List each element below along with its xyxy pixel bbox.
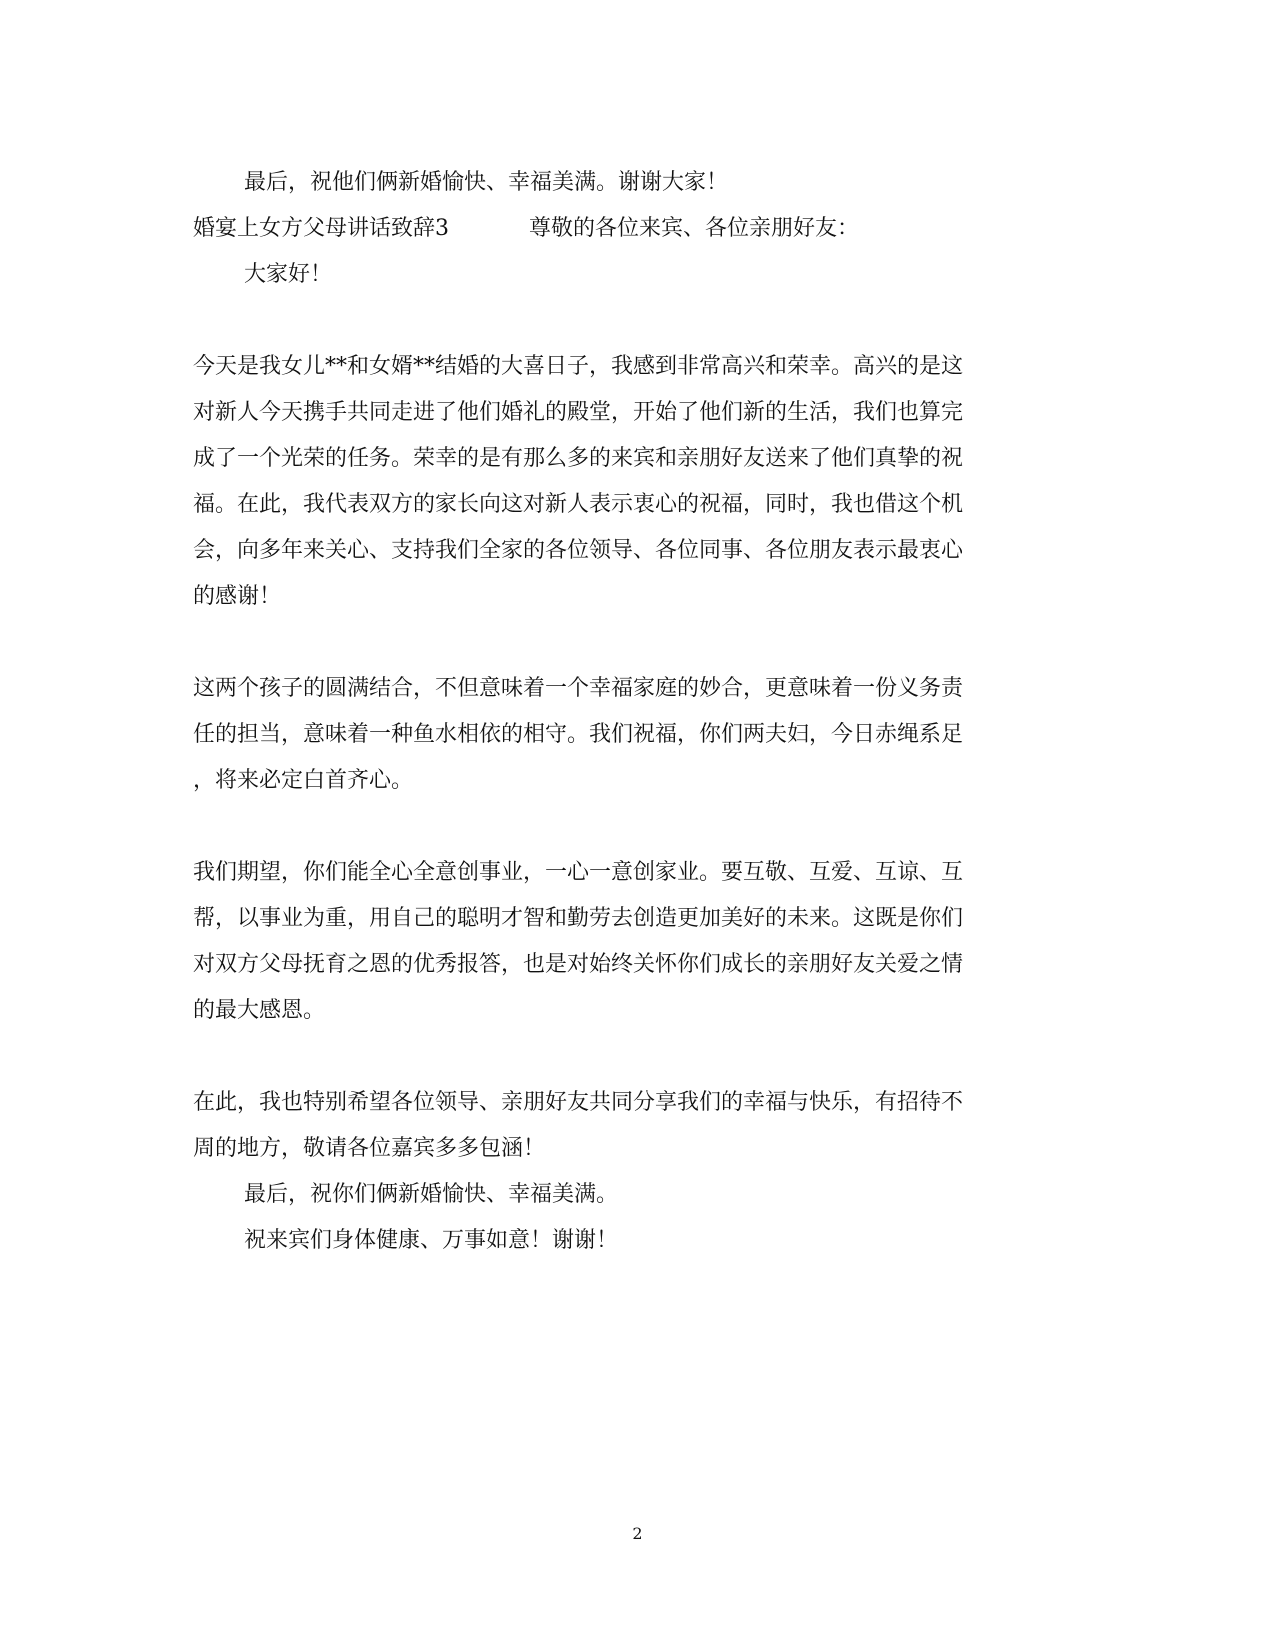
paragraph-3-line-1: 我们期望，你们能全心全意创事业，一心一意创家业。要互敬、互爱、互谅、互 [193, 860, 964, 885]
page-number: 2 [632, 1524, 643, 1543]
paragraph-2-line-2: 任的担当，意味着一种鱼水相依的相守。我们祝福，你们两夫妇，今日赤绳系足 [193, 722, 964, 747]
paragraph-3-line-4: 的最大感恩。 [193, 998, 326, 1023]
closing-line-previous: 最后，祝他们俩新婚愉快、幸福美满。谢谢大家！ [244, 170, 729, 195]
salutation: 尊敬的各位来宾、各位亲朋好友： [529, 216, 860, 241]
paragraph-3-line-2: 帮，以事业为重，用自己的聪明才智和勤劳去创造更加美好的未来。这既是你们 [193, 906, 964, 931]
paragraph-1-line-2: 对新人今天携手共同走进了他们婚礼的殿堂，开始了他们新的生活，我们也算完 [193, 400, 964, 425]
paragraph-2-line-1: 这两个孩子的圆满结合，不但意味着一个幸福家庭的妙合，更意味着一份义务责 [193, 676, 964, 701]
paragraph-1-line-1: 今天是我女儿**和女婿**结婚的大喜日子，我感到非常高兴和荣幸。高兴的是这 [193, 354, 964, 379]
closing-line-1: 最后，祝你们俩新婚愉快、幸福美满。 [244, 1182, 619, 1207]
paragraph-2-line-3: ，将来必定白首齐心。 [193, 768, 414, 793]
paragraph-1-line-3: 成了一个光荣的任务。荣幸的是有那么多的来宾和亲朋好友送来了他们真挚的祝 [193, 446, 964, 471]
paragraph-3-line-3: 对双方父母抚育之恩的优秀报答，也是对始终关怀你们成长的亲朋好友关爱之情 [193, 952, 964, 977]
paragraph-4-line-1: 在此，我也特别希望各位领导、亲朋好友共同分享我们的幸福与快乐，有招待不 [193, 1090, 964, 1115]
section-title: 婚宴上女方父母讲话致辞3 [193, 216, 449, 241]
closing-line-2: 祝来宾们身体健康、万事如意！谢谢！ [244, 1228, 619, 1253]
paragraph-4-line-2: 周的地方，敬请各位嘉宾多多包涵！ [193, 1136, 546, 1161]
greeting: 大家好！ [244, 262, 333, 287]
paragraph-1-line-6: 的感谢！ [193, 584, 282, 609]
paragraph-1-line-5: 会，向多年来关心、支持我们全家的各位领导、各位同事、各位朋友表示最衷心 [193, 538, 964, 563]
paragraph-1-line-4: 福。在此，我代表双方的家长向这对新人表示衷心的祝福，同时，我也借这个机 [193, 492, 964, 517]
